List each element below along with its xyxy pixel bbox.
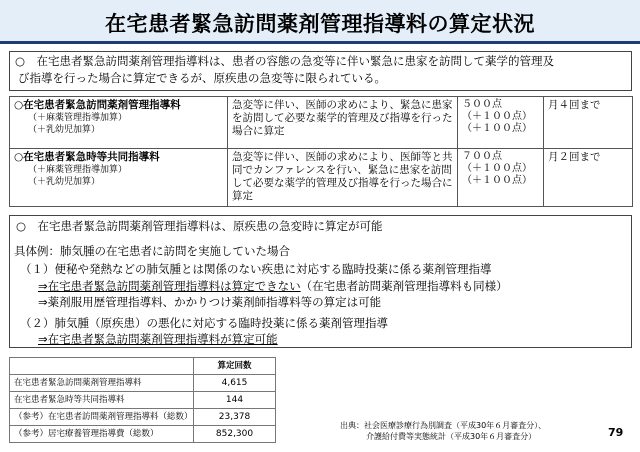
title-bar bbox=[0, 0, 640, 44]
fee-name: ○在宅患者緊急時等共同指導料 bbox=[14, 151, 160, 163]
fee-points-cell bbox=[458, 97, 544, 149]
note-case-2: （２）肺気腫（原疾患）の悪化に対応する臨時投薬に係る薬剤管理指導 bbox=[20, 316, 388, 330]
fee-points-base: ７００点 bbox=[462, 151, 502, 162]
intro-line-1: ○ 在宅患者緊急訪問薬剤管理指導料は、患者の容態の急変等に伴い緊急に患家を訪問して薬学的管理及 bbox=[15, 54, 555, 68]
stats-label: （参考）在宅患者訪問薬剤管理指導料（総数） bbox=[10, 409, 194, 426]
note-box bbox=[9, 215, 632, 348]
stats-row bbox=[10, 426, 276, 443]
fee-table bbox=[9, 96, 633, 207]
stats-label: 在宅患者緊急時等共同指導料 bbox=[10, 392, 194, 409]
stats-value: 23,378 bbox=[194, 409, 276, 426]
stats-table bbox=[9, 357, 276, 443]
fee-sub-infant: （＋乳幼児加算） bbox=[28, 177, 101, 187]
stats-value: 852,300 bbox=[194, 426, 276, 443]
fee-points-add1: （＋１００点） bbox=[462, 163, 532, 174]
fee-points-add2: （＋１００点） bbox=[462, 123, 532, 134]
note-case-1-alternative: ⇒薬剤服用歴管理指導料、かかりつけ薬剤師指導料等の算定は可能 bbox=[38, 295, 382, 309]
fee-limit: 月２回まで bbox=[544, 149, 633, 207]
stats-header: 算定回数 bbox=[194, 358, 276, 375]
page-number: 79 bbox=[608, 426, 624, 439]
stats-label: （参考）居宅療養管理指導費（総数） bbox=[10, 426, 194, 443]
fee-points-add1: （＋１００点） bbox=[462, 111, 532, 122]
note-case-1: （１）便秘や発熱などの肺気腫とは関係のない疾患に対応する臨時投薬に係る薬剤管理指導 bbox=[20, 262, 492, 276]
note-case-2-result: ⇒在宅患者緊急訪問薬剤管理指導料が算定可能 bbox=[38, 332, 278, 346]
stats-header-row bbox=[10, 358, 276, 375]
stats-row bbox=[10, 409, 276, 426]
fee-points-cell bbox=[458, 149, 544, 207]
fee-name-cell bbox=[10, 149, 228, 207]
note-example: 具体例：肺気腫の在宅患者に訪問を実施していた場合 bbox=[14, 244, 290, 258]
note-case-1-not-allowed: ⇒在宅患者緊急訪問薬剤管理指導料は算定できない bbox=[38, 279, 301, 293]
source-line-2: 介護給付費等実態統計（平成30年６月審査分） bbox=[366, 432, 537, 441]
stats-row bbox=[10, 375, 276, 392]
stats-row bbox=[10, 392, 276, 409]
note-case-1-result bbox=[38, 278, 508, 294]
fee-points-base: ５００点 bbox=[462, 99, 502, 110]
fee-sub-narcotic: （＋麻薬管理指導加算） bbox=[28, 165, 128, 175]
fee-name-cell bbox=[10, 97, 228, 149]
note-case-1-remark: （在宅患者訪問薬剤管理指導料も同様） bbox=[300, 279, 508, 293]
intro-box bbox=[9, 51, 632, 91]
intro-line-2: び指導を行った場合に算定できるが、原疾患の急変等に限られている。 bbox=[18, 71, 386, 85]
stats-value: 144 bbox=[194, 392, 276, 409]
page-title: 在宅患者緊急訪問薬剤管理指導料の算定状況 bbox=[105, 12, 535, 36]
fee-row-emergency-visit bbox=[10, 97, 633, 149]
source-note bbox=[340, 420, 546, 442]
fee-name: ○在宅患者緊急訪問薬剤管理指導料 bbox=[14, 99, 181, 111]
stats-value: 4,615 bbox=[194, 375, 276, 392]
fee-sub-infant: （＋乳幼児加算） bbox=[28, 125, 101, 135]
stats-header-blank bbox=[10, 358, 194, 375]
note-heading: ○ 在宅患者緊急訪問薬剤管理指導料は、原疾患の急変時に算定が可能 bbox=[16, 219, 383, 233]
fee-points-add2: （＋１００点） bbox=[462, 175, 532, 186]
fee-limit: 月４回まで bbox=[544, 97, 633, 149]
stats-label: 在宅患者緊急訪問薬剤管理指導料 bbox=[10, 375, 194, 392]
fee-row-joint-guidance bbox=[10, 149, 633, 207]
fee-description: 急変等に伴い、医師の求めにより、緊急に患家を訪問して必要な薬学的管理及び指導を行った場合に算定 bbox=[228, 97, 458, 149]
source-line-1: 出典：社会医療診療行為別調査（平成30年６月審査分）、 bbox=[340, 421, 547, 430]
fee-sub-narcotic: （＋麻薬管理指導加算） bbox=[28, 113, 128, 123]
fee-description: 急変等に伴い、医師の求めにより、医師等と共同でカンファレンスを行い、緊急に患家を訪問して必要な薬学的管理及び指導を行った場合に算定 bbox=[228, 149, 458, 207]
